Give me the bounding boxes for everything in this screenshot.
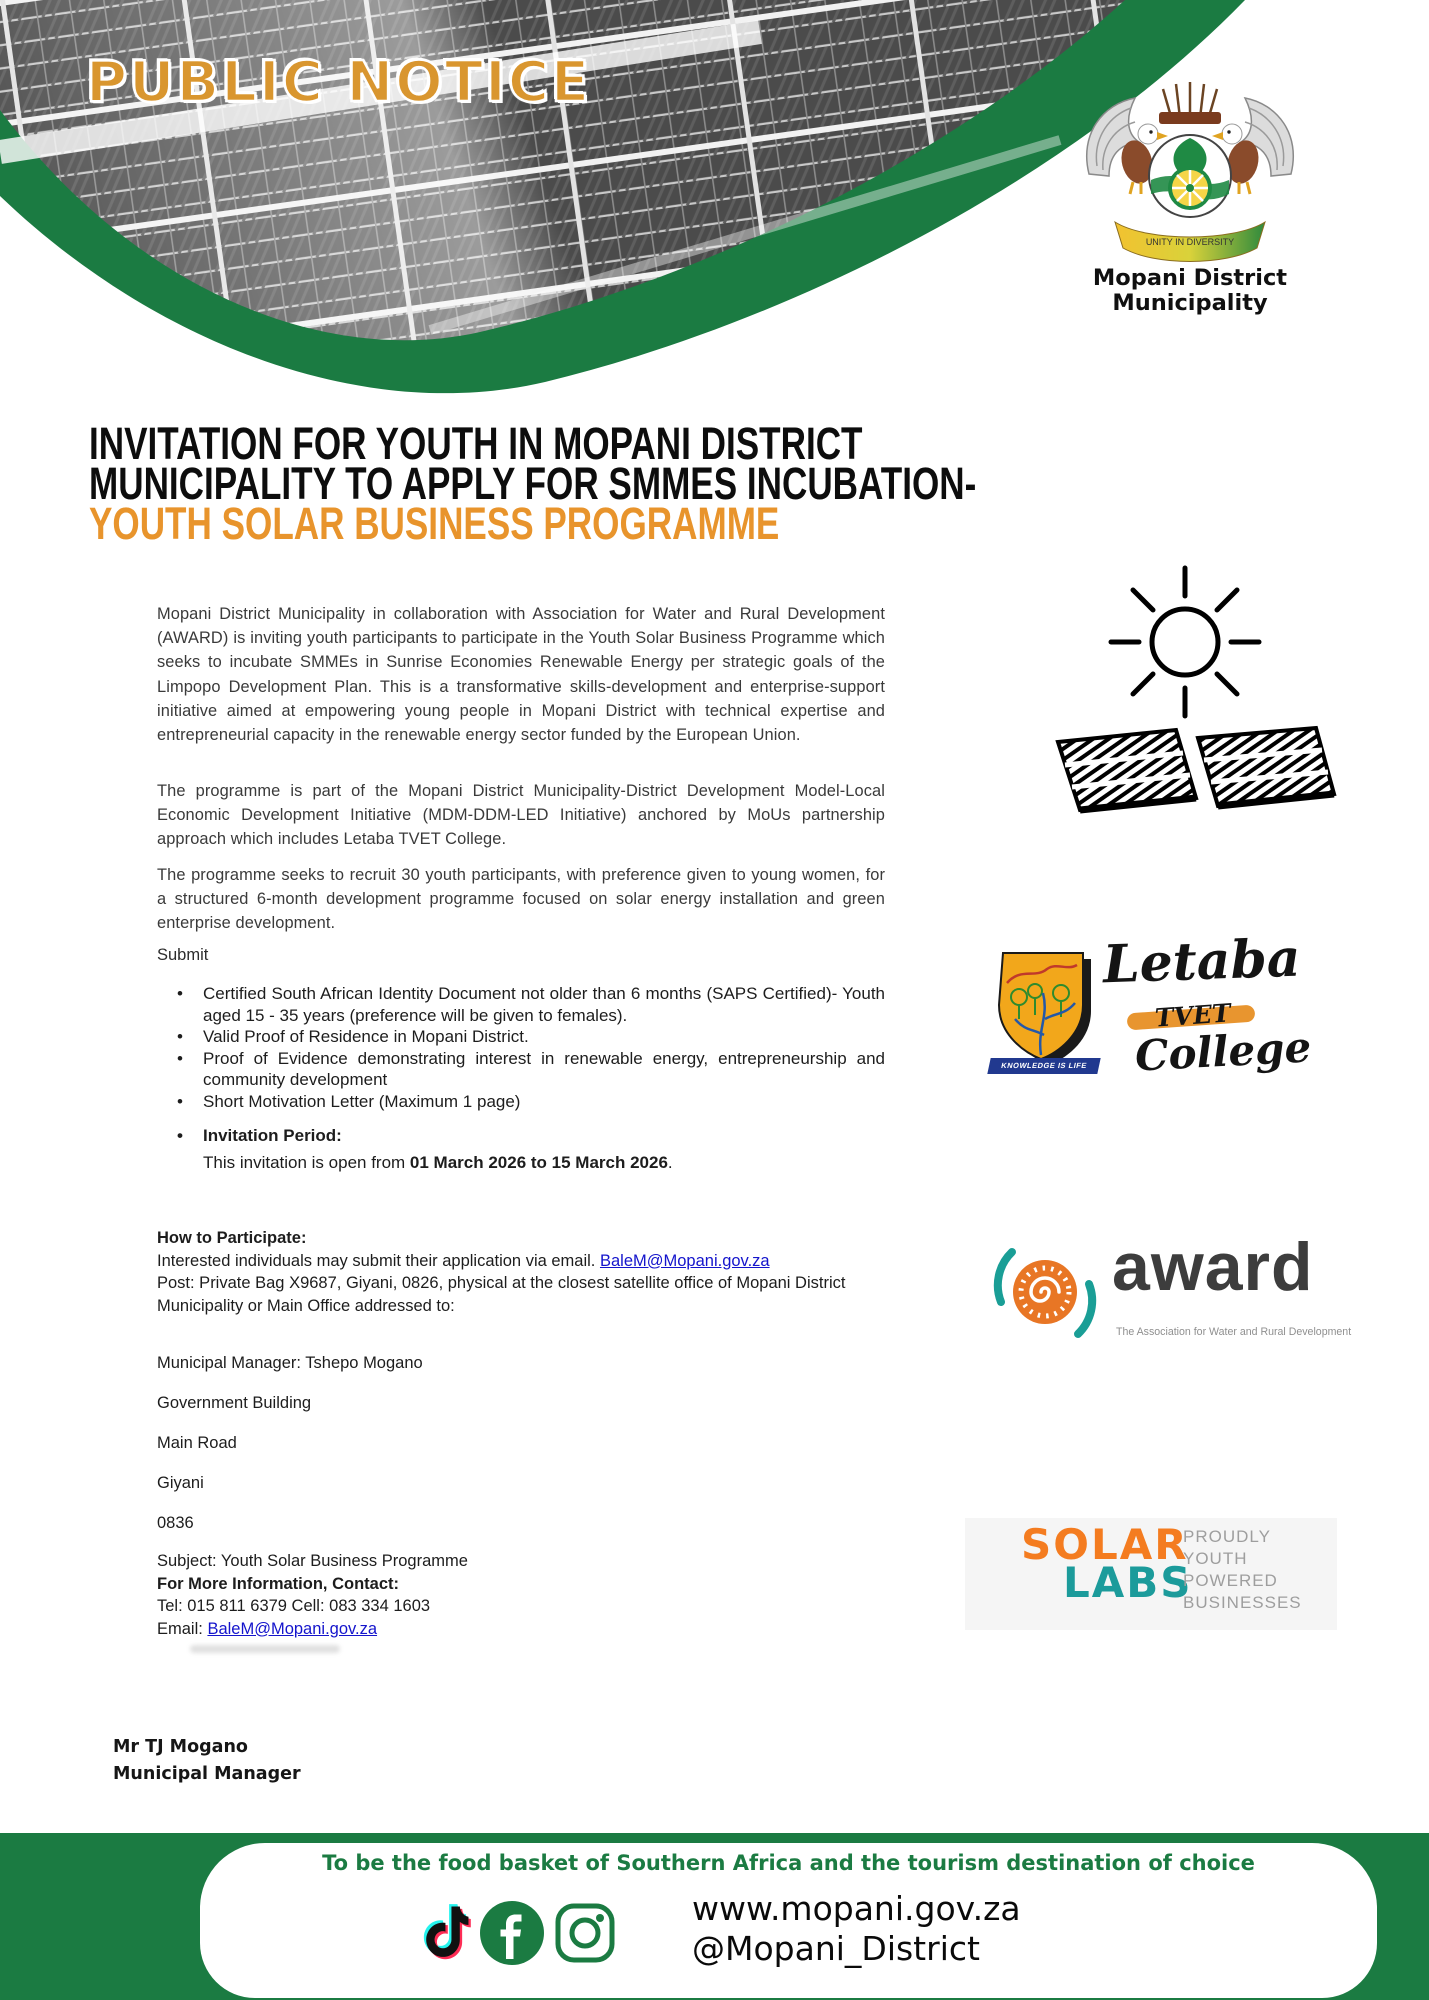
requirements-list — [157, 983, 885, 1112]
footer-panel — [200, 1843, 1377, 1998]
org-name-line1: Mopani District — [1092, 265, 1288, 291]
sun-icon — [1103, 560, 1268, 725]
requirement-item: • Proof of Evidence demonstrating interest in renewable energy, entrepreneurship and community development — [157, 1048, 885, 1091]
letaba-wordmark-line3: College — [1133, 1022, 1313, 1081]
social-icons — [415, 1901, 617, 1965]
how-to-email-line: Interested individuals may submit their application via email. BaleM@Mopani.gov.za — [157, 1251, 770, 1270]
award-tagline: The Association for Water and Rural Development — [1116, 1326, 1352, 1338]
subject-line: Subject: Youth Solar Business Programme — [157, 1552, 468, 1570]
requirement-item: • Short Motivation Letter (Maximum 1 page) — [157, 1091, 885, 1113]
crest-motto: UNITY IN DIVERSITY — [1145, 237, 1235, 247]
address-line: Government Building — [157, 1394, 312, 1412]
email-link[interactable]: BaleM@Mopani.gov.za — [599, 1251, 770, 1270]
org-name-line2: Municipality — [1112, 290, 1268, 316]
org-name — [1040, 266, 1340, 316]
letaba-ribbon: KNOWLEDGE IS LIFE — [987, 1058, 1100, 1074]
solar-labs-logo — [965, 1518, 1337, 1630]
requirement-item: • Certified South African Identity Document not older than 6 months (SAPS Certified)- Youth aged 15 - 35 years (preference will be given to females). — [157, 983, 885, 1026]
requirement-item: • Valid Proof of Residence in Mopani District. — [157, 1026, 885, 1048]
email-link[interactable]: BaleM@Mopani.gov.za — [207, 1619, 378, 1638]
contact-block — [157, 1550, 885, 1640]
paragraph-intro: Mopani District Municipality in collaboration with Association for Water and Rural Development (AWARD) is inviting youth participants to participate in the Youth Solar Business Programme which seeks to incubate SMMEs in Sunrise Economies Renewable Energy per strategic goals of the Limpopo Development Plan. This is a transformative skills-development and enterprise-support initiative aimed at empowering young people in Mopani District with technical expertise and entrepreneurial capacity in the renewable energy sector funded by the European Union. — [157, 605, 885, 745]
signature-block — [113, 1734, 301, 1788]
signature-title: Municipal Manager — [113, 1764, 301, 1784]
solar-panels-icon — [1048, 724, 1338, 824]
invitation-period-label: • Invitation Period: — [203, 1126, 342, 1145]
redacted-text-smudge — [190, 1645, 340, 1653]
crest-banner — [1115, 222, 1265, 262]
address-line: Main Road — [157, 1434, 237, 1452]
letaba-wordmark-line1: Letaba — [1101, 927, 1302, 996]
paragraph-programme: The programme is part of the Mopani District Municipality-District Development Model-Local Economic Development Initiative (MDM-DDM-LED Initiative) anchored by MoUs partnership approach which includes Letaba TVET College. — [157, 782, 885, 849]
heading-line1: INVITATION FOR YOUTH IN MOPANI DISTRICT — [89, 418, 863, 469]
phone-line: Tel: 015 811 6379 Cell: 083 334 1603 — [157, 1597, 431, 1615]
heading-line3: YOUTH SOLAR BUSINESS PROGRAMME — [89, 498, 780, 549]
social-handle[interactable]: @Mopani_District — [692, 1929, 980, 1968]
how-to-post-line: Post: Private Bag X9687, Giyani, 0826, physical at the closest satellite office of Mopani District Municipality or Main Office addressed to: — [157, 1274, 846, 1315]
paragraph-recruit: The programme seeks to recruit 30 youth participants, with preference given to young women, for a structured 6-month development programme focused on solar energy installation and green enterprise development. — [157, 866, 885, 933]
facebook-icon[interactable] — [480, 1901, 544, 1965]
invitation-period-dates: This invitation is open from 01 March 2026 to 15 March 2026. — [203, 1153, 673, 1172]
address-block — [157, 1352, 885, 1552]
award-logo — [990, 1229, 1355, 1352]
how-to-participate — [157, 1227, 885, 1317]
address-line: Giyani — [157, 1474, 204, 1492]
address-line: Municipal Manager: Tshepo Mogano — [157, 1354, 423, 1372]
signature-name: Mr TJ Mogano — [113, 1737, 248, 1757]
footer-tagline: To be the food basket of Southern Africa and the tourism destination of choice — [322, 1851, 1255, 1875]
crest-shield — [1149, 135, 1231, 217]
page-title: PUBLIC NOTICE — [86, 50, 592, 115]
solar-labs-word1: SOLAR — [1021, 1520, 1189, 1569]
municipal-crest-icon — [1075, 76, 1305, 266]
invitation-period — [157, 1122, 885, 1176]
footer-links — [692, 1889, 1021, 1969]
award-sun-icon — [990, 1242, 1102, 1346]
more-info-label: For More Information, Contact: — [157, 1574, 399, 1593]
address-line: 0836 — [157, 1514, 194, 1532]
how-to-label: How to Participate: — [157, 1229, 307, 1247]
letaba-tvet-college-logo — [995, 927, 1365, 1088]
submit-label: Submit — [157, 946, 209, 964]
notice-heading — [89, 418, 977, 549]
solar-labs-word2: LABS — [1063, 1558, 1193, 1607]
heading-line2: MUNICIPALITY TO APPLY FOR SMMES INCUBATION- — [89, 458, 977, 509]
award-wordmark: award — [1112, 1229, 1314, 1305]
letaba-wordmark-line2: TVET — [1154, 998, 1232, 1033]
tiktok-icon[interactable] — [415, 1902, 471, 1964]
website-url[interactable]: www.mopani.gov.za — [692, 1889, 1021, 1928]
email-line: Email: BaleM@Mopani.gov.za — [157, 1619, 378, 1638]
instagram-icon[interactable] — [553, 1901, 617, 1965]
solar-labs-tagline: PROUDLY YOUTH POWERED BUSINESSES — [1183, 1527, 1302, 1612]
footer — [0, 1833, 1429, 2000]
